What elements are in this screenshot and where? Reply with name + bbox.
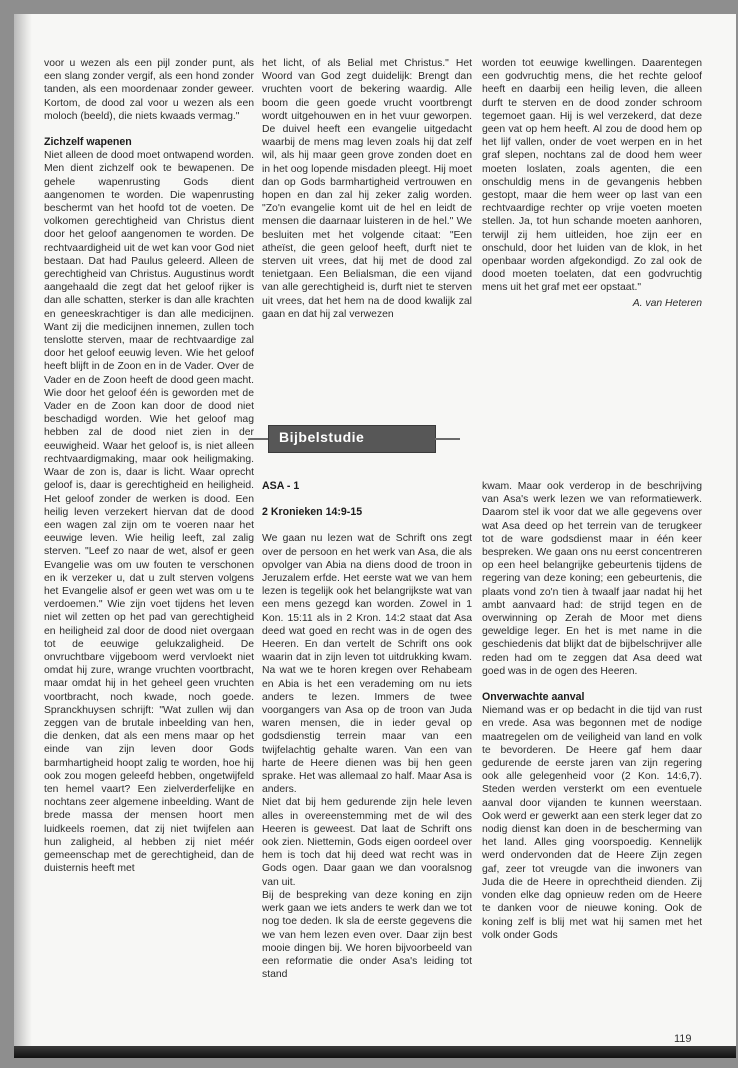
article1-column-1	[44, 57, 254, 1058]
page-number: 119	[674, 1033, 692, 1045]
banner-rule-left	[248, 438, 268, 440]
section-banner-label: Bijbelstudie	[279, 429, 365, 445]
article2-paragraph: We gaan nu lezen wat de Schrift ons zegt over de persoon en het werk van Asa, die als opvolger van Abia na diens dood de troon in Jeruzalem erfde. Het eerste wat we van hem lezen is tegelijk ook het belangrijkste wat van een mens gezegd kan worden. Zowel in 1 Kon. 15:11 als in 2 Kron. 14:2 staat dat Asa deed wat goed en recht was in de ogen des Heeren. En dan vertelt de Schrift ons ook waarin dat in zijn leven tot uitdrukking kwam. Na wat we te horen kregen over Rehabeam en Abia is het een verademing om nu iets anders te lezen. Immers de twee voorgangers van Asa op de troon van Juda waren mensen, die in ieder geval op godsdienstig terrein maar van een twijfelachtig gehalte waren. Van een van harte de Heere dienen was bij hen geen sprake. Het was allemaal zo half. Maar Asa is anders.	[262, 533, 472, 796]
scripture-reference: 2 Kronieken 14:9-15	[262, 506, 363, 519]
article1-paragraph: voor u wezen als een pijl zonder punt, als een slang zonder vergif, als een hond zonder tanden, als een moordenaar zonder geweer. Kortom, de dood zal voor u wezen als een moloch (beeld), die niets kwaads vermag."	[44, 58, 254, 122]
binding-gutter	[14, 14, 32, 1058]
article2-paragraph: Niemand was er op bedacht in die tijd van rust en vrede. Asa was begonnen met de nodige maatregelen om de veiligheid van land en volk te bevorderen. De Heere gaf hem daar gedurende de eerste jaren van zijn regering ook alle gelegenheid voor (2 Kon. 14:6,7). Steden werden versterkt om een eventuele aanval door vijanden te kunnen weerstaan. Ook werd er gewerkt aan een sterk leger dat zo nodig dienst kan doen in de bescherming van het land. Alles ging voorspoedig. Kennelijk werd ondervonden dat de Heere Zijn zegen gaf, zeer tot vreugde van die inwoners van Juda die de Heere in oprechtheid dienden. Zij vonden elke dag opnieuw reden om de Heere te danken voor de nieuwe koning. Ook de koning zelf is blij met wat hij samen met het volk onder Gods	[482, 705, 702, 941]
section-heading-onverwachte-aanval: Onverwachte aanval	[482, 691, 585, 704]
article2-paragraph: Niet dat bij hem gedurende zijn hele leven alles in overeenstemming met de wil des Heeren is geweest. Dat laat de Schrift ons ook zien. Niettemin, Gods eigen oordeel over hem is toch dat hij deed wat recht was in Gods ogen. Daar gaan we dan vooralsnog van uit.	[262, 797, 472, 888]
section-banner	[268, 425, 436, 453]
magazine-page	[14, 14, 736, 1058]
article2-paragraph: Bij de bespreking van deze koning en zijn werk gaan we iets anders te werk dan we tot nog toe deden. Ik sla de eerste gegevens die we van hem lezen even over. Daar zijn best mooie dingen bij. We horen bijvoorbeeld van een reformatie die onder Asa's leiding tot stand	[262, 889, 472, 981]
article2-paragraph: kwam. Maar ook verderop in de beschrijving van Asa's werk lezen we van reformatiewerk. Daarom stel ik voor dat we alle gegevens over wat Asa deed op het terrein van de terugkeer tot de ware godsdienst maar in één keer bespreken. We gaan ons nu eerst concentreren op een heel belangrijke gebeurtenis tijdens de regering van deze koning; een gebeurtenis, die plaats vond zo'n tien à twaalf jaar nadat hij het ambt aanvaard had: de strijd tegen en de overwinning op Zerah de Moor met diens geweldige leger. En het is met name in die geschiedenis dat blijkt dat de bijbelschrijver alle reden had om te zeggen dat Asa deed wat goed was in de ogen des Heeren.	[482, 481, 702, 677]
article1-column-2	[262, 57, 472, 332]
bottom-edge	[14, 1046, 736, 1058]
article1-paragraph: worden tot eeuwige kwellingen. Daarentegen een godvruchtig mens, die het rechte geloof heeft en daarbij een heilig leven, die alleen durft te sterven en de dood zonder schroom tegemoet gaan. Hij is wel verzekerd, dat deze geen vat op hem heeft. Al zou de dood hem op het lijf vallen, onder de voet werpen en in het graf slepen, nochtans zal de dood hem weer moeten loslaten, zoals agenten, die een onschuldig mens in de gevangenis hebben gestopt, maar die hem weer op last van een rechtvaardige rechter op vrije voeten moeten stellen. Ja, tot hun schande moeten aanhoren, terwijl zij hem uitleiden, hoe zijn eer en onschuld, door het luiden van de klok, in het openbaar worden afgekondigd. Zo zal ook de dood moeten toelaten, dat een godvruchtig mens uit het graf met eer opstaat."	[482, 58, 702, 294]
article1-paragraph: het licht, of als Belial met Christus." Het Woord van God zegt duidelijk: Brengt dan vruchten voort de bekering waardig. Alle boom die geen goede vrucht voortbrengt wordt uitgehouwen en in het vuur geworpen. De duivel heeft een evangelie uitgedacht waarbij de mens mag leven zoals hij dat zelf wil, als hij maar geen grove zonden doet en in het oog lopende misdaden pleegt. Hij moet dan op Gods barmhartigheid vertrouwen en hopen en dan zal hij zeker zalig worden. "Zo'n evangelie komt uit de hel en leidt de mensen die daarnaar luisteren in de hel." We besluiten met het volgende citaat: "Een atheïst, die geen geloof heeft, durft niet te sterven uit vrees, dat hij met de dood zal tenietgaan. Een Belialsman, die een vijand van alle gerechtigheid is, durft niet te sterven uit vrees, dat het hem na de dood kwalijk zal gaan en dat hij zal verwezen	[262, 58, 472, 320]
author-signature: A. van Heteren	[632, 297, 702, 309]
article2-column-2	[482, 480, 702, 1055]
article1-paragraph: Niet alleen de dood moet ontwapend worden. Men dient zichzelf ook te bewapenen. De gehele wapenrusting Gods dient aangenomen te worden. Die wapenrusting beschermt van het hoofd tot de voeten. De volkomen gerechtigheid van Christus dient door het geloof aangenomen te worden. De rechtvaardigheid uit de wet kan voor God niet bestaan. Dat had Paulus geleerd. Alleen de gerechtigheid van Christus. Augustinus wordt aangehaald die zegt dat het geloof rijker is dan alle schatten, sterker is dan alle krachten en geneeskrachtiger is dan alle medicijnen. Want zij die medicijnen innemen, zullen toch tenslotte sterven, maar de rechtvaardige zal door het geloof eeuwig leven. Wie het geloof heeft blijft in de Zoon en in de Vader. Over de Vader en de Zoon heeft de dood geen macht. Wie door het geloof één is geworden met de Vader en de Zoon kan door de dood niet beschadigd worden. Wie het geloof mag hebben zal de dood niet zien in der eeuwigheid. Waar het geloof is, is niet alleen rechtvaardigmaking, maar ook heiligmaking. Waar de zon is, daar is licht. Waar oprecht geloof is, daar is gerechtigheid en heiligheid. Het geloof zonder de werken is dood. Een heilig leven verzekert hiervan dat de dood een wagen zal zijn om te voeren naar het eeuwige leven. Wie heilig leeft, zal zalig sterven. "Leef zo naar de wet, alsof er geen Evangelie was om uw fouten te verschonen en ik verzeker u, dat u zult sterven volgens het Evangelie alsof er geen wet was om u te verdoemen." Wie zijn voet tijdens het leven niet wil zetten op het pad van gerechtigheid en heiligheid zal door de dood niet overgaan tot de eeuwige gelukzaligheid. De onvruchtbare vijgeboom werd vervloekt niet omdat hij zure, wrange vruchten voortbracht, maar omdat hij in het geheel geen vruchten voortbracht, noch kwade, noch goede. Spranckhuysen schrijft: "Wat zullen wij dan zeggen van de brutale inbeelding van hen, die denken, dat als een mens maar op het einde van zijn leven door Gods barmhartigheid hoopt zalig te worden, hoe hij ook zou mogen geleefd hebben, ongetwijfeld ten hemel vaart? Een zielverderfelijke en nochtans zeer algemene inbeelding. Want de brede massa der mensen hoort men luidkeels roemen, dat zij niet twijfelen aan hun zaligheid, al hebben zij niet méér gemeenschap met de gerechtigheid, dan de duisternis heeft met	[44, 150, 254, 875]
article1-column-3	[482, 57, 702, 347]
article-title: ASA - 1	[262, 480, 300, 492]
section-heading-zichzelf-wapenen: Zichzelf wapenen	[44, 136, 132, 149]
article2-column-1	[262, 480, 472, 1055]
banner-rule-right	[435, 438, 460, 440]
